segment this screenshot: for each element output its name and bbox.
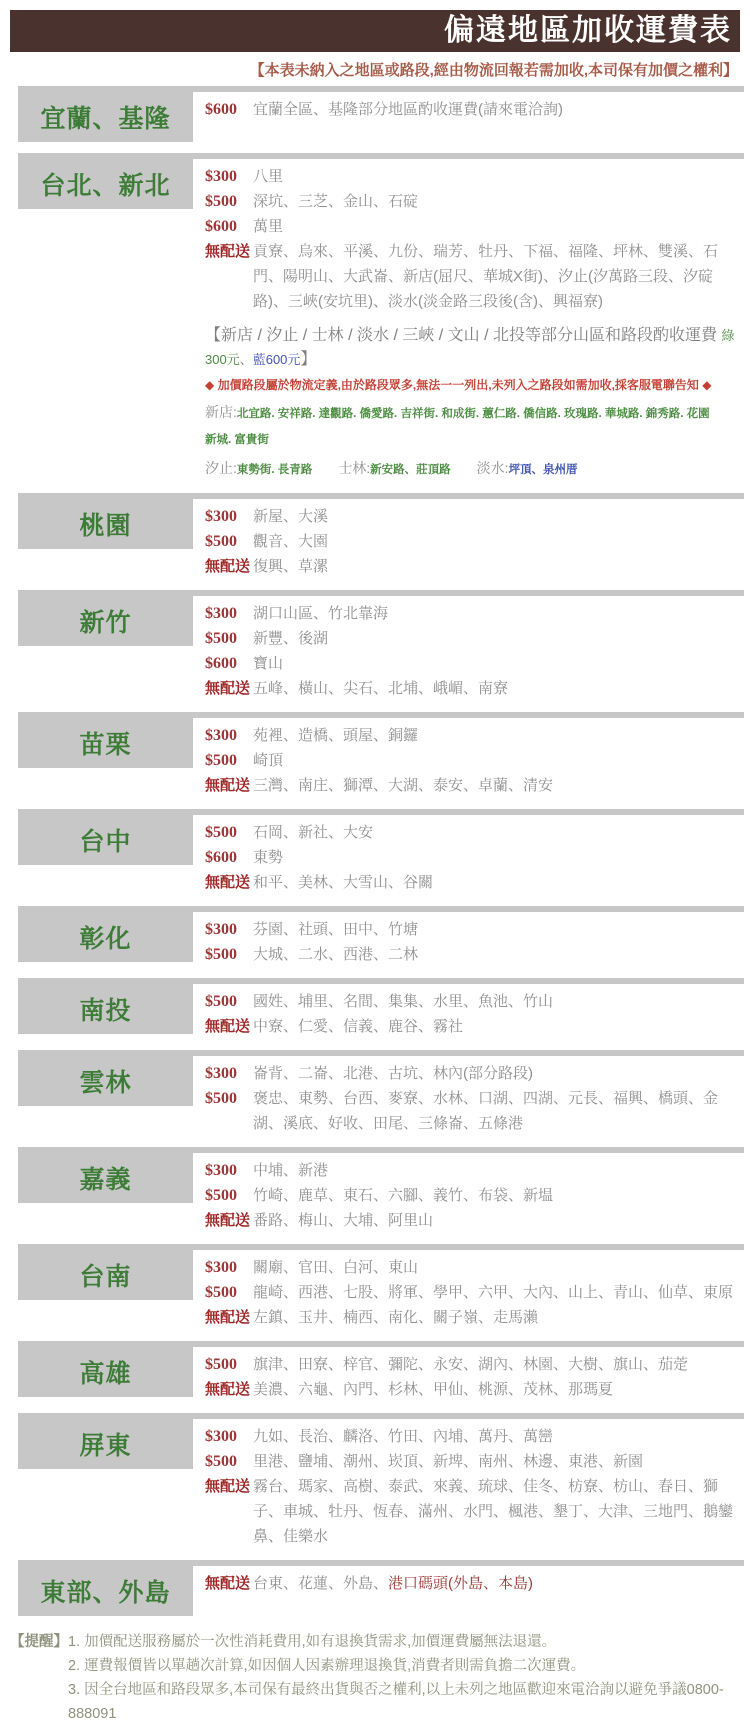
price-tag: $500 bbox=[205, 1089, 237, 1107]
area-list: 東勢 bbox=[253, 848, 284, 866]
area-list: 寶山 bbox=[253, 654, 284, 672]
area-list: 崎頂 bbox=[253, 751, 284, 769]
area-list: 左鎮、玉井、楠西、南化、關子嶺、走馬瀨 bbox=[253, 1308, 539, 1326]
section-body bbox=[18, 159, 744, 482]
fee-row bbox=[205, 1014, 744, 1039]
region-section bbox=[18, 86, 744, 142]
price-tag: $500 bbox=[205, 751, 237, 769]
area-list: 萬里 bbox=[253, 218, 284, 235]
fee-row bbox=[205, 942, 744, 967]
region-label: 新竹 bbox=[18, 596, 193, 646]
region-section bbox=[18, 1050, 744, 1136]
price-tag: $300 bbox=[205, 168, 237, 185]
fee-row bbox=[205, 1305, 744, 1330]
fee-row bbox=[205, 529, 744, 554]
area-list: 霧台、瑪家、高樹、泰武、來義、琉球、佳冬、枋寮、枋山、春日、獅子、車城、牡丹、恆春、滿州、水門、楓港、墾丁、大津、三地門、鵝鑾鼻、佳樂水 bbox=[253, 1477, 734, 1545]
fee-row bbox=[205, 1449, 744, 1474]
region-section bbox=[18, 1413, 744, 1549]
road-group bbox=[338, 456, 450, 482]
region-label: 彰化 bbox=[18, 912, 193, 962]
fee-row bbox=[205, 1377, 744, 1402]
fee-row bbox=[205, 1208, 744, 1233]
price-tag: $500 bbox=[205, 1186, 237, 1204]
no-delivery-tag: 無配送 bbox=[205, 557, 251, 575]
fee-row bbox=[205, 554, 744, 579]
region-section bbox=[18, 493, 744, 579]
region-label: 南投 bbox=[18, 984, 193, 1034]
no-delivery-tag: 無配送 bbox=[205, 1380, 251, 1398]
section-body bbox=[18, 1153, 744, 1233]
region-section bbox=[18, 590, 744, 701]
fee-row bbox=[205, 504, 744, 529]
fee-row bbox=[205, 748, 744, 773]
fee-row bbox=[205, 1280, 744, 1305]
price-tag: $600 bbox=[205, 101, 237, 118]
region-sections bbox=[18, 86, 744, 1616]
green-fee: 綠300元 bbox=[205, 328, 735, 367]
section-body bbox=[18, 718, 744, 798]
region-label: 台中 bbox=[18, 815, 193, 865]
price-tag: $600 bbox=[205, 848, 237, 866]
price-tag: $500 bbox=[205, 532, 237, 550]
area-list: 復興、草漯 bbox=[253, 557, 329, 575]
fee-row bbox=[205, 1571, 744, 1596]
fee-row bbox=[205, 773, 744, 798]
no-delivery-tag: 無配送 bbox=[205, 776, 251, 794]
no-delivery-tag: 無配送 bbox=[205, 243, 251, 260]
price-tag: $300 bbox=[205, 726, 237, 744]
road-group-label: 新店: bbox=[205, 404, 237, 421]
fee-rows bbox=[193, 912, 744, 967]
price-tag: $300 bbox=[205, 604, 237, 622]
region-label: 宜蘭、基隆 bbox=[18, 92, 193, 142]
fee-separator: 、 bbox=[239, 352, 253, 367]
price-tag: $600 bbox=[205, 218, 237, 235]
fee-row bbox=[205, 1352, 744, 1377]
road-group-roads: 新安路、莊頂路 bbox=[370, 464, 451, 477]
fee-row bbox=[205, 97, 744, 122]
section-body bbox=[18, 1419, 744, 1549]
fee-row bbox=[205, 989, 744, 1014]
area-list: 新屋、大溪 bbox=[253, 507, 329, 525]
area-list: 八里 bbox=[253, 168, 284, 185]
fee-row bbox=[205, 845, 744, 870]
region-section bbox=[18, 153, 744, 482]
area-list: 台東、花蓮、外島、港口碼頭(外島、本島) bbox=[253, 1574, 534, 1592]
fee-rows bbox=[193, 1056, 744, 1136]
road-line bbox=[205, 400, 744, 451]
price-tag: $300 bbox=[205, 1064, 237, 1082]
section-body bbox=[18, 499, 744, 579]
page-title: 偏遠地區加收運費表 bbox=[444, 14, 732, 47]
fee-row bbox=[205, 601, 744, 626]
price-tag: $300 bbox=[205, 1427, 237, 1445]
region-label: 雲林 bbox=[18, 1056, 193, 1106]
road-group bbox=[205, 400, 718, 451]
no-delivery-tag: 無配送 bbox=[205, 1308, 251, 1326]
price-tag: $500 bbox=[205, 193, 237, 210]
no-delivery-tag: 無配送 bbox=[205, 1477, 251, 1495]
region-section bbox=[18, 906, 744, 967]
fee-rows bbox=[193, 499, 744, 579]
footer-line: 2. 運費報價皆以單趟次計算,如因個人因素辦理退換貨,消費者則需負擔二次運費。 bbox=[68, 1657, 586, 1674]
section-body bbox=[18, 815, 744, 895]
page-header-bar bbox=[10, 10, 740, 52]
fee-row bbox=[205, 1474, 744, 1549]
footer-reminder bbox=[10, 1630, 740, 1726]
area-list: 九如、長治、麟洛、竹田、內埔、萬丹、萬巒 bbox=[253, 1427, 554, 1445]
road-line bbox=[205, 456, 744, 482]
region-label: 台北、新北 bbox=[18, 159, 193, 209]
area-list: 觀音、大園 bbox=[253, 532, 329, 550]
fee-rows bbox=[193, 718, 744, 798]
note-bracket-text: 【新店 / 汐止 / 士林 / 淡水 / 三峽 / 文山 / 北投等部分山區和路段酌收運費 bbox=[205, 327, 722, 344]
fee-row bbox=[205, 164, 744, 189]
fee-row bbox=[205, 214, 744, 239]
area-list: 苑裡、造橋、頭屋、銅鑼 bbox=[253, 726, 419, 744]
price-tag: $300 bbox=[205, 507, 237, 525]
road-group-roads: 坪頂、泉州厝 bbox=[508, 464, 578, 477]
area-list: 深坑、三芝、金山、石碇 bbox=[253, 193, 419, 210]
footer-reminder-label: 【提醒】 bbox=[10, 1633, 68, 1650]
road-group-label: 士林: bbox=[338, 460, 371, 477]
region-label: 苗栗 bbox=[18, 718, 193, 768]
area-list: 中寮、仁愛、信義、鹿谷、霧社 bbox=[253, 1017, 464, 1035]
fee-row bbox=[205, 651, 744, 676]
region-section bbox=[18, 978, 744, 1039]
price-tag: $500 bbox=[205, 823, 237, 841]
fee-rows bbox=[193, 92, 744, 136]
area-list: 新豐、後湖 bbox=[253, 629, 329, 647]
region-section bbox=[18, 1147, 744, 1233]
road-group-label: 汐止: bbox=[205, 460, 237, 477]
region-label: 桃園 bbox=[18, 499, 193, 549]
price-tag: $600 bbox=[205, 654, 237, 672]
area-list: 里港、鹽埔、潮州、崁頂、新埤、南州、林邊、東港、新園 bbox=[253, 1452, 644, 1470]
region-label: 台南 bbox=[18, 1250, 193, 1300]
road-group bbox=[477, 456, 578, 482]
price-tag: $500 bbox=[205, 1355, 237, 1373]
fee-row bbox=[205, 1183, 744, 1208]
no-delivery-tag: 無配送 bbox=[205, 873, 251, 891]
note-warning-line: ◆ 加價路段屬於物流定義,由於路段眾多,無法一一列出,未列入之路段如需加收,採客服電聯告知 ◆ bbox=[205, 378, 712, 392]
fee-row bbox=[205, 676, 744, 701]
price-tag: $300 bbox=[205, 920, 237, 938]
area-list: 五峰、橫山、尖石、北埔、峨嵋、南寮 bbox=[253, 679, 509, 697]
fee-row bbox=[205, 1424, 744, 1449]
area-list: 竹崎、鹿草、東石、六腳、義竹、布袋、新塭 bbox=[253, 1186, 554, 1204]
road-group-roads: 東勢街. 長青路 bbox=[236, 464, 313, 477]
fee-row bbox=[205, 189, 744, 214]
section-body bbox=[18, 1056, 744, 1136]
note-bracket-line bbox=[205, 324, 744, 372]
region-label: 嘉義 bbox=[18, 1153, 193, 1203]
area-list: 貢寮、烏來、平溪、九份、瑞芳、牡丹、下福、福隆、坪林、雙溪、石門、陽明山、大武崙、新店(屈尺、華城X街)、汐止(汐萬路三段、汐碇路)、三峽(安坑里)、淡水(淡金路三段後(含)、興福寮) bbox=[253, 243, 719, 310]
area-list: 湖口山區、竹北靠海 bbox=[253, 604, 389, 622]
road-group-roads: 北宜路. 安祥路. 達觀路. 僑愛路. 吉祥街. 和成街. 蕙仁路. 僑信路. 玫瑰路. 華城路. 錦秀路. 花園新城. 富貴街 bbox=[205, 408, 710, 446]
fee-row bbox=[205, 239, 744, 314]
area-list: 旗津、田寮、梓官、彌陀、永安、湖內、林園、大樹、旗山、茄萣 bbox=[253, 1355, 689, 1373]
fee-row bbox=[205, 870, 744, 895]
area-list: 褒忠、東勢、台西、麥寮、水林、口湖、四湖、元長、福興、橋頭、金湖、溪底、好收、田尾、三條崙、五條港 bbox=[253, 1089, 719, 1132]
section-body bbox=[18, 984, 744, 1039]
section-body bbox=[18, 1250, 744, 1330]
region-section bbox=[18, 809, 744, 895]
area-list: 芬園、社頭、田中、竹塘 bbox=[253, 920, 419, 938]
price-tag: $500 bbox=[205, 992, 237, 1010]
fee-rows bbox=[193, 984, 744, 1039]
price-tag: $500 bbox=[205, 1283, 237, 1301]
area-list: 番路、梅山、大埔、阿里山 bbox=[253, 1211, 434, 1229]
fee-rows bbox=[193, 1153, 744, 1233]
no-delivery-tag: 無配送 bbox=[205, 679, 251, 697]
area-list: 國姓、埔里、名間、集集、水里、魚池、竹山 bbox=[253, 992, 554, 1010]
price-tag: $300 bbox=[205, 1258, 237, 1276]
area-list: 美濃、六龜、內門、杉林、甲仙、桃源、茂林、那瑪夏 bbox=[253, 1380, 614, 1398]
fee-rows bbox=[193, 596, 744, 701]
fee-rows bbox=[193, 159, 744, 482]
region-label: 高雄 bbox=[18, 1347, 193, 1397]
fee-row bbox=[205, 1255, 744, 1280]
area-list: 大城、二水、西港、二林 bbox=[253, 945, 419, 963]
page-subtitle: 【本表未納入之地區或路段,經由物流回報若需加收,本司保有加價之權利】 bbox=[249, 62, 738, 79]
footer-line: 1. 加價配送服務屬於一次性消耗費用,如有退換貨需求,加價運費屬無法退還。 bbox=[68, 1633, 557, 1650]
region-section bbox=[18, 712, 744, 798]
road-group bbox=[205, 456, 312, 482]
section-body bbox=[18, 912, 744, 967]
area-list: 龍崎、西港、七股、將軍、學甲、六甲、大內、山上、青山、仙草、東原 bbox=[253, 1283, 734, 1301]
blue-fee: 藍600元 bbox=[252, 352, 301, 367]
area-list: 關廟、官田、白河、東山 bbox=[253, 1258, 419, 1276]
fee-row bbox=[205, 1086, 744, 1136]
area-list: 石岡、新社、大安 bbox=[253, 823, 374, 841]
region-section bbox=[18, 1341, 744, 1402]
area-list: 三灣、南庄、獅潭、大湖、泰安、卓蘭、清安 bbox=[253, 776, 554, 794]
no-delivery-tag: 無配送 bbox=[205, 1211, 251, 1229]
area-list: 崙背、二崙、北港、古坑、林內(部分路段) bbox=[253, 1064, 533, 1082]
region-label: 屏東 bbox=[18, 1419, 193, 1469]
price-tag: $500 bbox=[205, 629, 237, 647]
area-list: 和平、美林、大雪山、谷關 bbox=[253, 873, 434, 891]
section-body bbox=[18, 92, 744, 142]
region-label: 東部、外島 bbox=[18, 1566, 193, 1616]
note-bracket-close: 】 bbox=[300, 351, 317, 368]
section-body bbox=[18, 596, 744, 701]
fee-row bbox=[205, 626, 744, 651]
fee-row bbox=[205, 1061, 744, 1086]
fee-rows bbox=[193, 815, 744, 895]
section-body bbox=[18, 1347, 744, 1402]
area-list: 中埔、新港 bbox=[253, 1161, 329, 1179]
no-delivery-tag: 無配送 bbox=[205, 1574, 251, 1592]
fee-rows bbox=[193, 1347, 744, 1402]
area-list-highlight: 港口碼頭(外島、本島) bbox=[388, 1574, 534, 1592]
no-delivery-tag: 無配送 bbox=[205, 1017, 251, 1035]
fee-rows bbox=[193, 1250, 744, 1330]
footer-line: 3. 因全台地區和路段眾多,本司保有最終出貨與否之權利,以上未列之地區歡迎來電洽詢以避免爭議0800-888091 bbox=[68, 1681, 724, 1722]
footer-reminder-lines bbox=[68, 1630, 740, 1726]
surcharge-note bbox=[205, 324, 744, 482]
fee-rows bbox=[193, 1419, 744, 1549]
fee-row bbox=[205, 723, 744, 748]
fee-rows bbox=[193, 1566, 744, 1610]
region-section bbox=[18, 1244, 744, 1330]
fee-row bbox=[205, 820, 744, 845]
price-tag: $300 bbox=[205, 1161, 237, 1179]
road-group-label: 淡水: bbox=[476, 460, 509, 477]
area-list: 宜蘭全區、基隆部分地區酌收運費(請來電洽詢) bbox=[253, 101, 563, 118]
section-body bbox=[18, 1566, 744, 1616]
price-tag: $500 bbox=[205, 1452, 237, 1470]
price-tag: $500 bbox=[205, 945, 237, 963]
fee-row bbox=[205, 917, 744, 942]
region-section bbox=[18, 1560, 744, 1616]
fee-row bbox=[205, 1158, 744, 1183]
